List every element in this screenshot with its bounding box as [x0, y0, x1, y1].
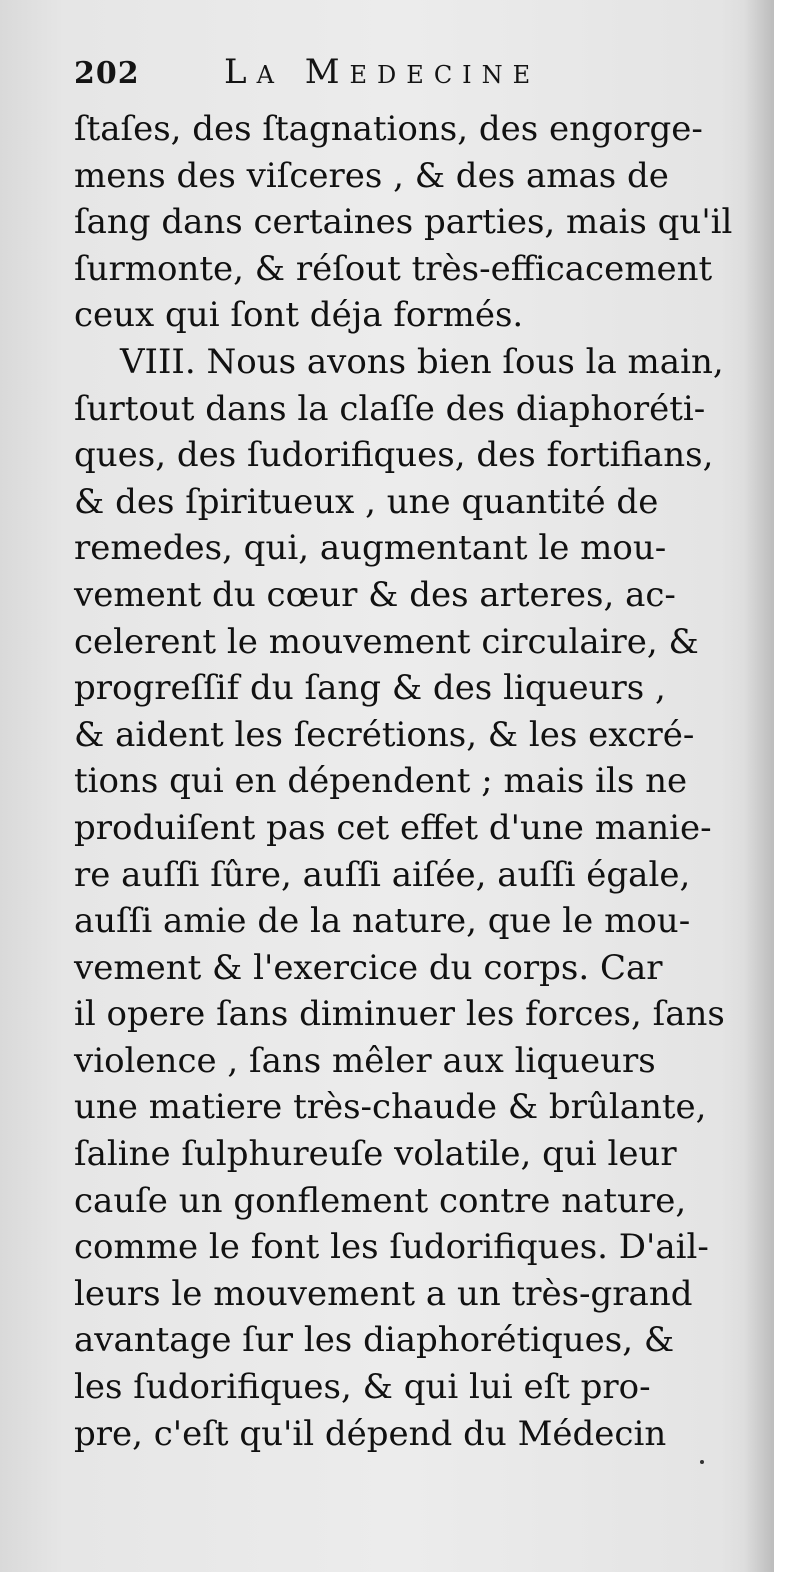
text-line: avantage ſur les diaphorétiques, & [74, 1320, 675, 1361]
text-line: comme le font les ſudorifiques. D'ail- [74, 1227, 709, 1268]
text-line: & des ſpiritueux , une quantité de [74, 481, 659, 522]
text-line: il opere ſans diminuer les forces, ſans [74, 994, 725, 1035]
text-line: violence , ſans mêler aux liqueurs [74, 1040, 656, 1081]
text-line: & aident les ſecrétions, & les excré- [74, 714, 695, 755]
text-line: ſaline ſulphureuſe volatile, qui leur [74, 1134, 677, 1175]
text-line: pre, c'eſt qu'il dépend du Médecin [74, 1413, 667, 1454]
text-line: vement du cœur & des arteres, ac- [74, 574, 676, 615]
text-line: cauſe un gonflement contre nature, [74, 1180, 687, 1221]
paragraph-start-line: VIII. Nous avons bien ſous la main, [120, 341, 724, 382]
text-line: mens des viſceres , & des amas de [74, 155, 669, 196]
text-line: ſurtout dans la claſſe des diaphoréti- [74, 388, 706, 429]
text-line: progreſſif du ſang & des liqueurs , [74, 668, 666, 709]
page-header [74, 52, 734, 104]
text-line: remedes, qui, augmentant le mou- [74, 528, 667, 569]
text-line: re auſſi ſûre, auſſi aiſée, auſſi égale, [74, 854, 691, 895]
text-line: ceux qui ſont déja formés. [74, 295, 524, 336]
text-line: une matiere très-chaude & brûlante, [74, 1087, 707, 1128]
text-line: vement & l'exercice du corps. Car [74, 947, 663, 988]
running-title: La Medecine [224, 52, 541, 92]
text-line: les ſudorifiques, & qui lui eſt pro- [74, 1367, 651, 1408]
text-line: ſurmonte, & réſout très-efficacement [74, 248, 713, 289]
text-line: ſang dans certaines parties, mais qu'il [74, 202, 733, 243]
text-line: tions qui en dépendent ; mais ils ne [74, 761, 688, 802]
body-text [74, 106, 736, 1457]
page-number: 202 [74, 56, 140, 91]
ink-speck [700, 1460, 704, 1464]
text-line: ques, des ſudorifiques, des fortifians, [74, 435, 714, 476]
text-line: produiſent pas cet effet d'une manie- [74, 807, 712, 848]
text-line: ſtaſes, des ſtagnations, des engorge- [74, 109, 703, 149]
text-line: auſſi amie de la nature, que le mou- [74, 901, 691, 942]
text-line: celerent le mouvement circulaire, & [74, 621, 699, 662]
page-edge [774, 0, 800, 1572]
text-line: leurs le mouvement a un très-grand [74, 1273, 693, 1314]
page-gutter-shadow [744, 0, 774, 1572]
